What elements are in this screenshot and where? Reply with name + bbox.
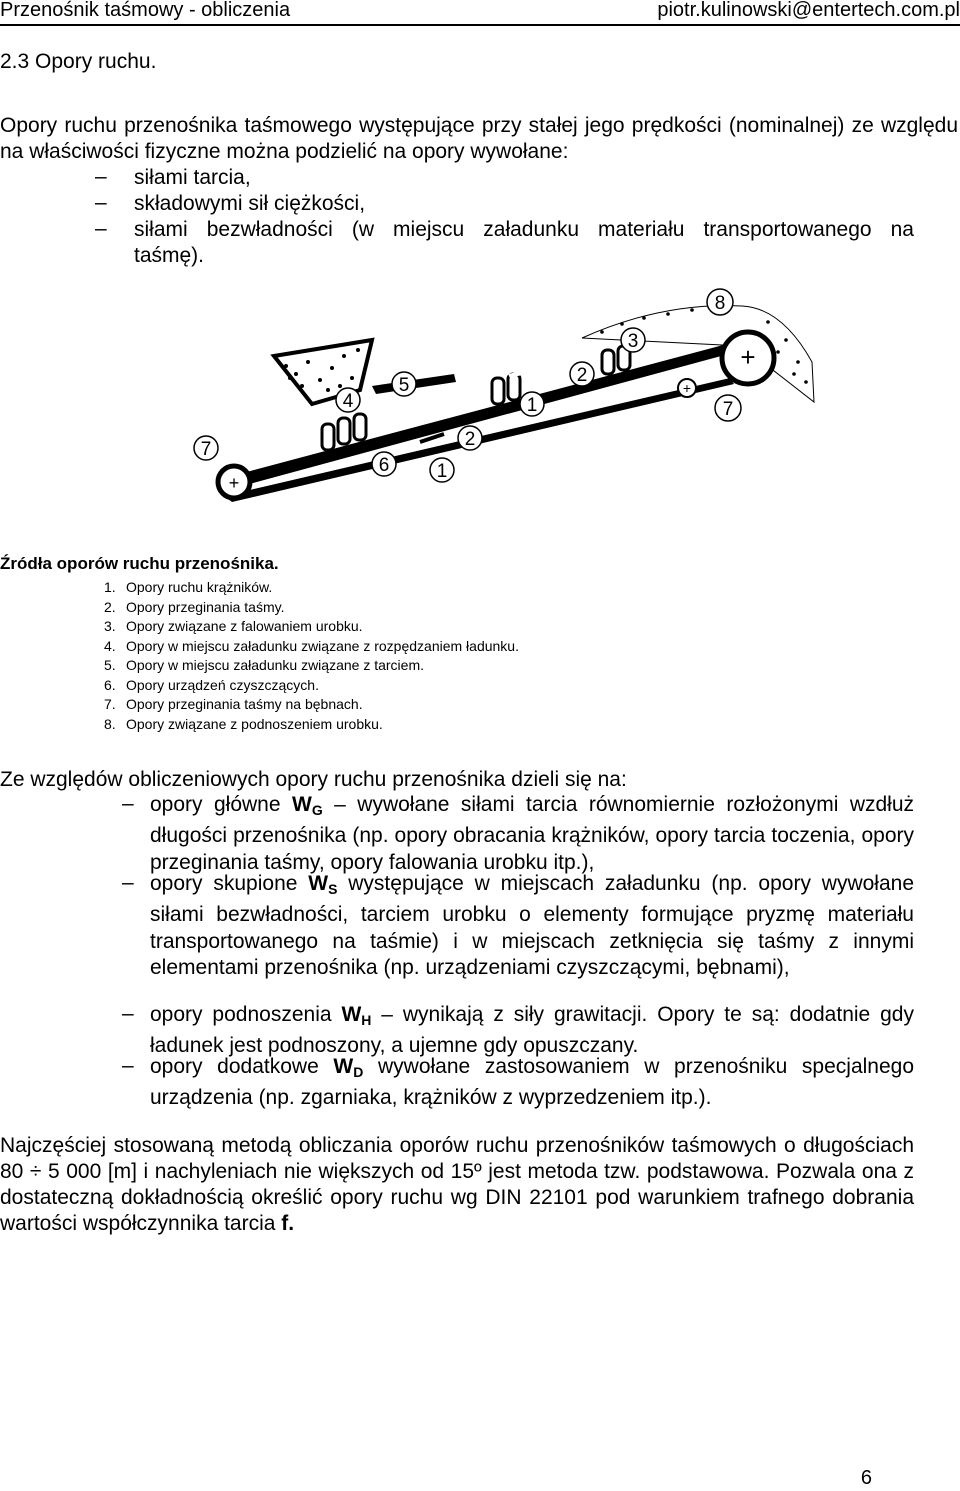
legend-text: Opory przeginania taśmy na bębnach.	[126, 696, 363, 712]
term-label: opory podnoszenia	[150, 1003, 342, 1026]
legend-text: Opory w miejscu załadunku związane z tarciem.	[126, 657, 425, 673]
list-item: składowymi sił ciężkości,	[134, 192, 366, 215]
list-dash: –	[122, 871, 134, 894]
legend-number: 4.	[104, 637, 116, 654]
label-text: 6	[378, 455, 390, 476]
list-dash: –	[95, 217, 107, 240]
document-title: Przenośnik taśmowy - obliczenia	[0, 0, 291, 21]
symbol-subscript: H	[361, 1012, 372, 1028]
svg-text:+: +	[682, 380, 692, 396]
legend-item	[104, 617, 519, 637]
list-dash: –	[95, 191, 107, 214]
legend-number: 7.	[104, 696, 116, 712]
svg-text:+: +	[228, 473, 240, 493]
legend-text: Opory związane z falowaniem urobku.	[126, 618, 363, 634]
figure-legend	[104, 578, 519, 734]
term-description: – wynikają z siły grawitacji. Opory te są: dodatnie gdy ładunek jest podnoszony, a ujemne gdy opuszczany.	[150, 1003, 914, 1058]
list-item-continuation: taśmę).	[134, 244, 205, 267]
label-text: 8	[714, 293, 726, 314]
label-4	[336, 388, 360, 412]
author-email: piotr.kulinowski@entertech.com.pl	[657, 0, 960, 21]
symbol-subscript: S	[328, 881, 338, 897]
label-text: 3	[627, 331, 639, 352]
label-7-right	[715, 395, 741, 421]
label-2-lower	[458, 426, 482, 450]
label-1-lower	[430, 458, 454, 482]
label-7-left	[194, 436, 218, 460]
label-3	[621, 328, 645, 352]
resistance-main	[150, 792, 914, 876]
page-number: 6	[860, 1467, 872, 1489]
resistance-additional	[150, 1054, 914, 1112]
legend-text: Opory ruchu krążników.	[126, 579, 273, 595]
label-text: 7	[722, 399, 734, 420]
label-text: 5	[398, 375, 410, 396]
legend-item	[104, 578, 519, 598]
symbol: W	[291, 793, 312, 816]
friction-coefficient-symbol: f.	[281, 1212, 295, 1235]
term-description: występujące w miejscach załadunku (np. opory wywołane siłami bezwładności, tarciem urobku o elementy formujące pryzmę materiału transportowanego na taśmie) i w miejscach zetknięcia się taśmy z innymi elementami przenośnika (np. urządzeniami czyszczącymi, bębnami),	[150, 872, 915, 979]
page-header	[0, 0, 960, 24]
label-5	[392, 372, 416, 396]
legend-item	[104, 598, 519, 618]
term-description: – wywołane siłami tarcia równomiernie rozłożonymi wzdłuż długości przenośnika (np. opory obracania krążników, opory tarcia toczenia, opory przeginania taśmy, opory falowania urobku itp.),	[150, 793, 915, 874]
legend-number: 6.	[104, 676, 116, 693]
svg-text:+: +	[740, 342, 756, 372]
conveyor-diagram	[182, 282, 822, 504]
legend-item	[104, 676, 519, 696]
legend-number: 2.	[104, 598, 116, 615]
list-dash: –	[95, 165, 107, 188]
symbol: W	[333, 1055, 354, 1078]
label-8	[707, 289, 733, 315]
legend-item	[104, 656, 519, 676]
list-dash: –	[122, 1002, 134, 1025]
legend-item	[104, 637, 519, 657]
term-label: opory główne	[150, 793, 292, 816]
label-text: 7	[200, 439, 212, 460]
legend-number: 1.	[104, 579, 116, 595]
list-item: siłami bezwładności (w miejscu załadunku materiału transportowanego na	[134, 218, 914, 241]
conclusion-text: Najczęściej stosowaną metodą obliczania oporów ruchu przenośników taśmowych o długościach 80 ÷ 5 000 [m] i nachyleniach nie większych od 15º jest metoda tzw. podstawowa. Pozwala ona z dostateczną dokładnością określić opory ruchu wg DIN 22101 pod warunkiem trafnego dobrania wartości współczynnika tarcia	[0, 1134, 914, 1235]
label-6	[372, 452, 396, 476]
label-text: 2	[576, 365, 588, 386]
direction-arrow	[508, 362, 546, 378]
list-dash: –	[122, 1054, 134, 1077]
intro-paragraph: Opory ruchu przenośnika taśmowego występujące przy stałej jego prędkości (nominalnej) ze względu na właściwości fizyczne można podzielić na opory wywołane:	[0, 114, 958, 163]
legend-number: 5.	[104, 657, 116, 673]
symbol-subscript: D	[353, 1064, 364, 1080]
legend-item	[104, 695, 519, 715]
figure-caption-title: Źródła oporów ruchu przenośnika.	[0, 554, 279, 573]
legend-item	[104, 715, 519, 735]
legend-number: 8.	[104, 715, 116, 732]
label-2-upper	[570, 362, 594, 386]
label-text: 1	[526, 395, 538, 416]
legend-text: Opory związane z podnoszeniem urobku.	[126, 715, 383, 732]
label-text: 1	[436, 461, 448, 482]
label-text: 4	[342, 391, 354, 412]
list-item: siłami tarcia,	[134, 166, 251, 189]
term-label: opory skupione	[150, 872, 309, 895]
resistance-lifting	[150, 1002, 914, 1060]
header-rule	[0, 24, 960, 26]
division-intro: Ze względów obliczeniowych opory ruchu przenośnika dzieli się na:	[0, 768, 627, 791]
symbol-subscript: G	[311, 802, 323, 818]
section-heading: 2.3 Opory ruchu.	[0, 50, 157, 73]
symbol: W	[341, 1003, 362, 1026]
legend-text: Opory urządzeń czyszczących.	[126, 676, 319, 693]
term-description: wywołane zastosowaniem w przenośniku specjalnego urządzenia (np. zgarniaka, krążników z wyprzedzeniem itp.).	[150, 1055, 915, 1110]
symbol: W	[308, 872, 329, 895]
conclusion-paragraph	[0, 1133, 914, 1237]
label-1-upper	[520, 392, 544, 416]
resistance-concentrated	[150, 871, 914, 981]
term-label: opory dodatkowe	[150, 1055, 334, 1078]
list-dash: –	[122, 792, 134, 815]
legend-text: Opory w miejscu załadunku związane z rozpędzaniem ładunku.	[126, 637, 519, 654]
legend-number: 3.	[104, 618, 116, 634]
label-text: 2	[464, 429, 476, 450]
legend-text: Opory przeginania taśmy.	[126, 598, 285, 615]
